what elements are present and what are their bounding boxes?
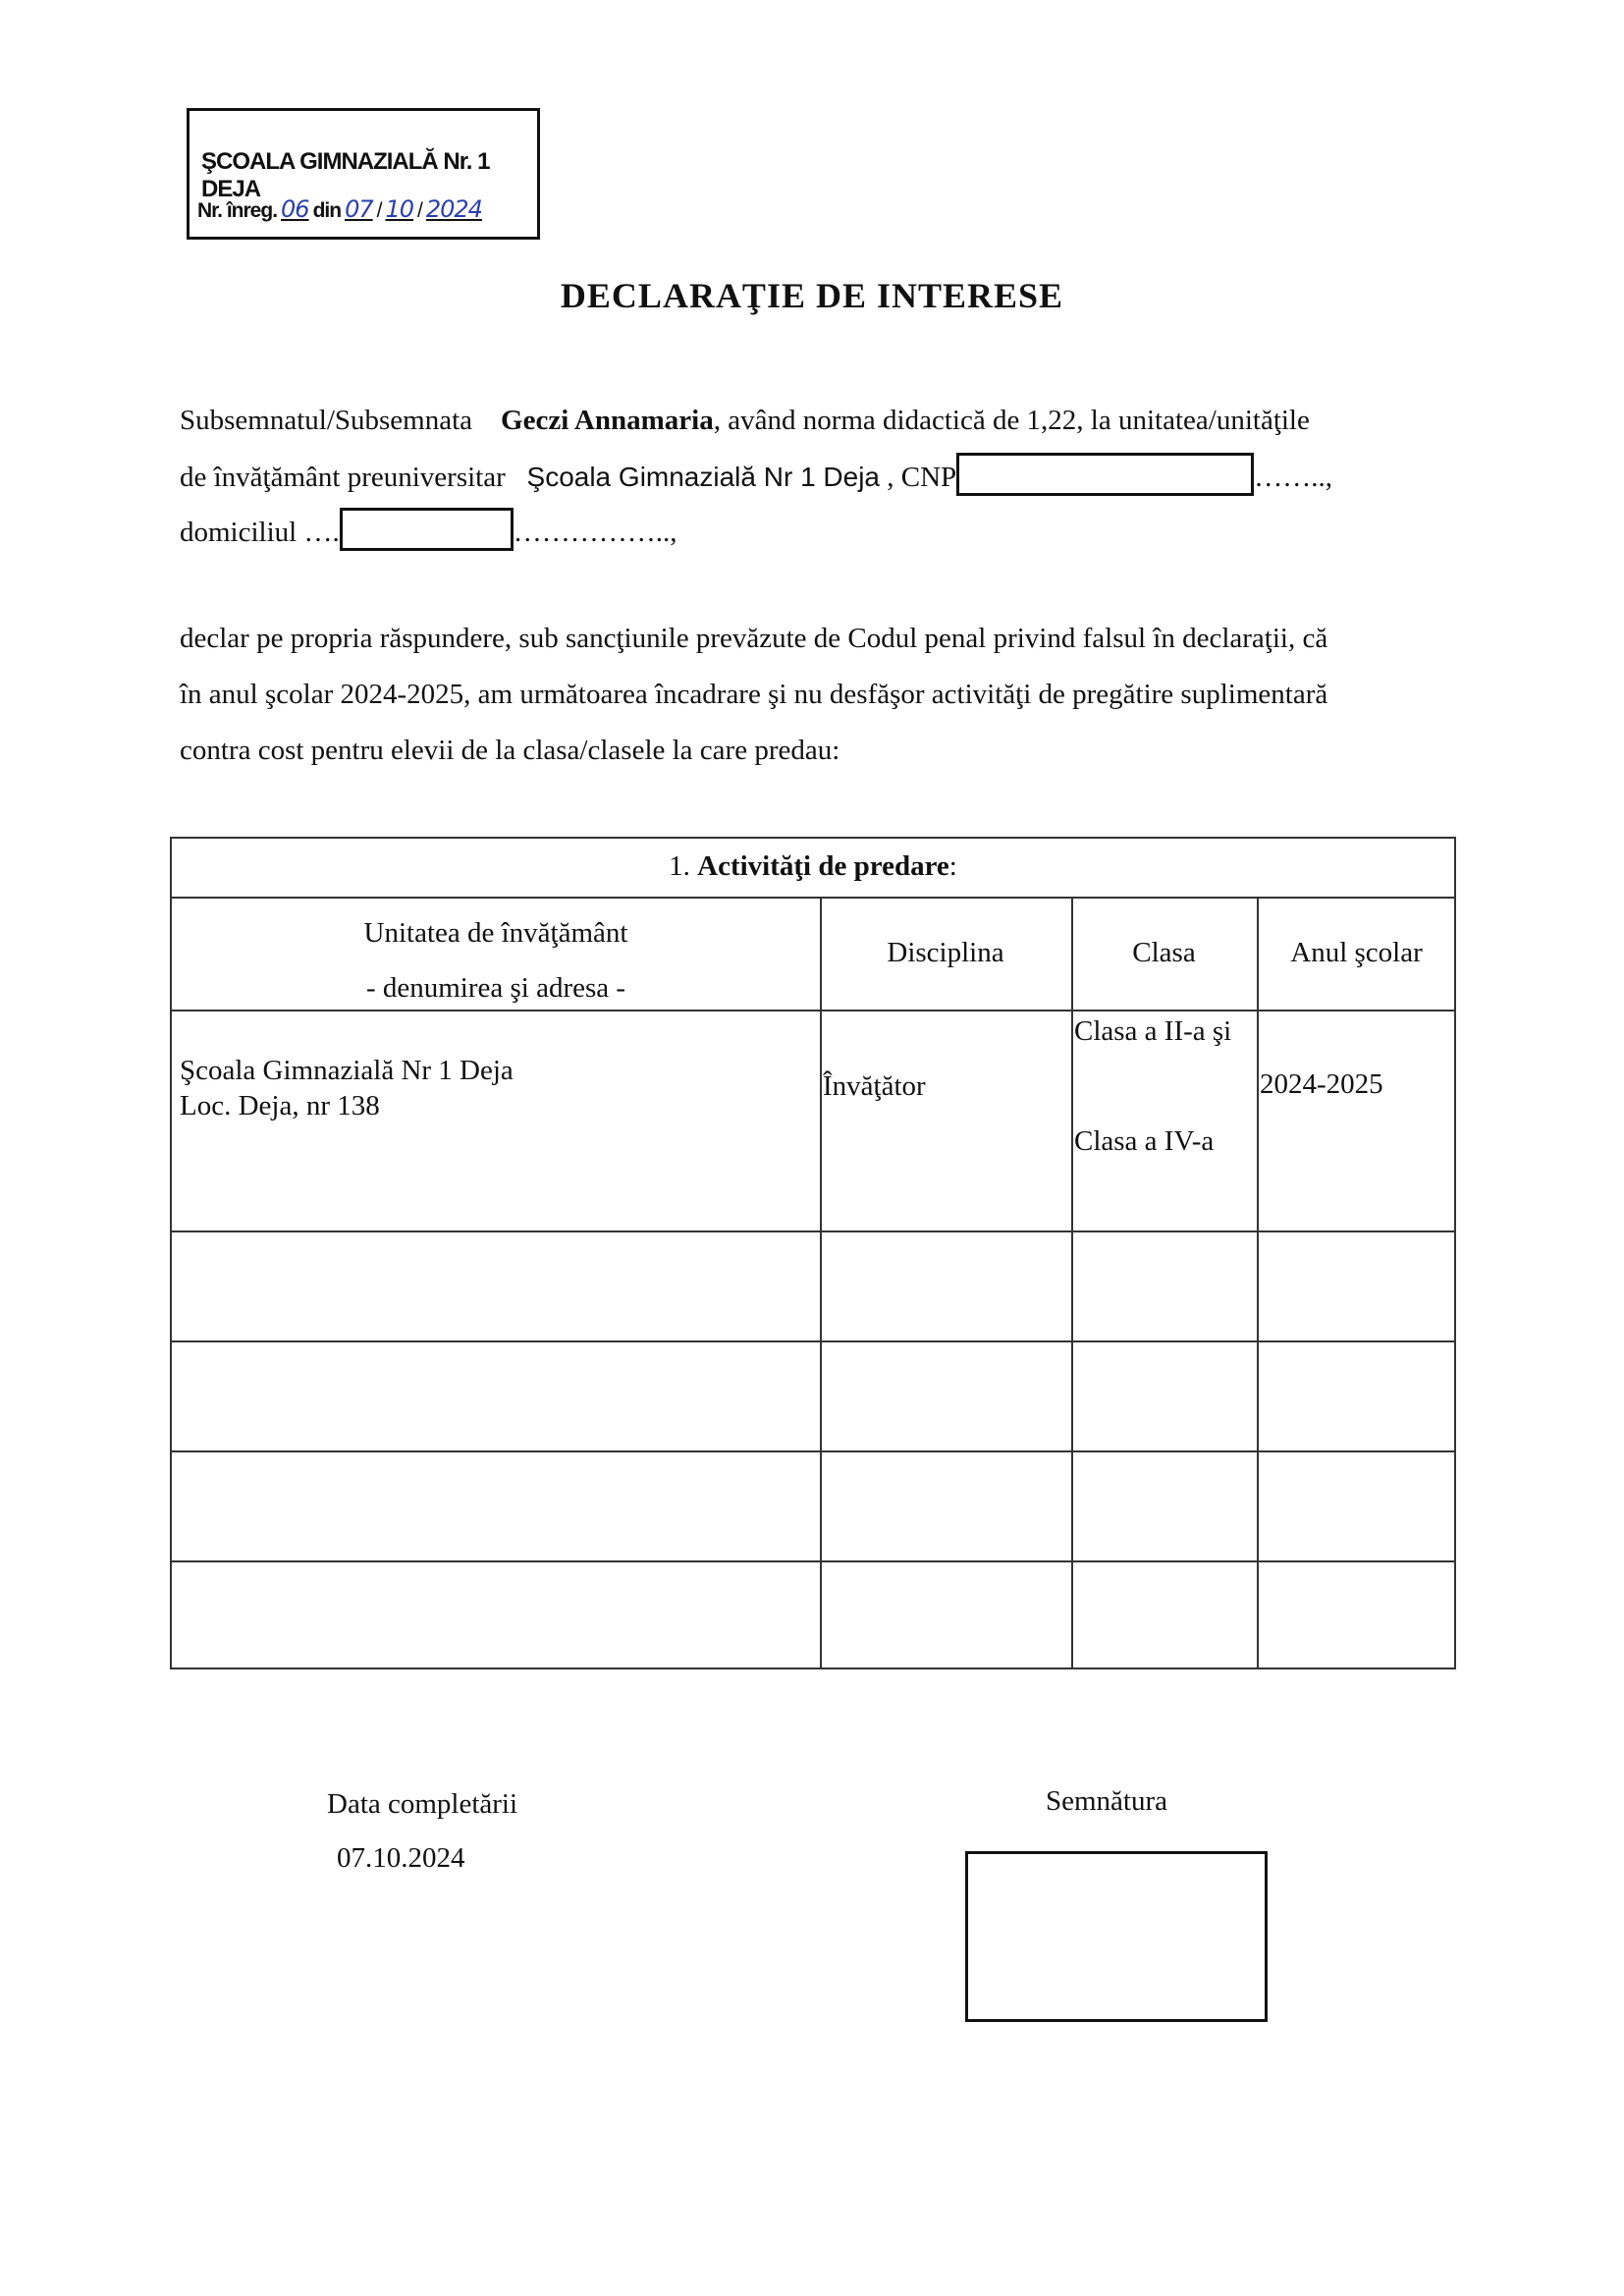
stamp-date-separator: /: [417, 199, 422, 222]
registration-stamp: [187, 108, 540, 240]
signature-label: Semnătura: [1046, 1785, 1168, 1817]
row-year: 2024-2025: [1260, 1068, 1383, 1100]
intro-line-2: [180, 450, 1332, 505]
declaration-line-2: în anul şcolar 2024-2025, am următoarea încadrare şi nu desfăşor activităţi de pregătire suplimentară: [180, 679, 1328, 710]
intro-line1-rest: , având norma didactică de 1,22, la unitatea/unităţile: [713, 405, 1310, 436]
stamp-date-separator: /: [376, 199, 382, 222]
stamp-registration-line: [197, 195, 486, 223]
header-class: Clasa: [1132, 937, 1196, 968]
stamp-date-year: 2024: [425, 195, 482, 223]
declaration-line-3: contra cost pentru elevii de la clasa/clasele la care predau:: [180, 735, 840, 766]
section-number: 1.: [669, 850, 690, 882]
domicile-dots: ……………..,: [513, 517, 677, 548]
declarant-name: Geczi Annamaria: [501, 405, 714, 436]
row-unit-address: Loc. Deja, nr 138: [180, 1090, 380, 1121]
table-rule: [172, 1230, 1454, 1232]
stamp-date-day: 07: [345, 195, 373, 223]
section-colon: :: [948, 850, 957, 882]
row-class-line2: Clasa a IV-a: [1074, 1125, 1215, 1157]
stamp-reg-label: Nr. înreg.: [197, 199, 278, 222]
table-column-rule: [1071, 897, 1073, 1667]
intro-school: Şcoala Gimnazială Nr 1 Deja: [526, 462, 881, 492]
row-unit-name: Şcoala Gimnazială Nr 1 Deja: [180, 1055, 514, 1086]
cnp-redaction-box: [956, 453, 1254, 496]
teaching-activities-table: [170, 837, 1456, 1669]
completion-date-label: Data completării: [327, 1788, 518, 1820]
table-rule: [172, 1560, 1454, 1562]
intro-prefix: Subsemnatul/Subsemnata: [180, 405, 473, 436]
row-discipline: Învăţător: [823, 1070, 926, 1102]
intro-line-3: [180, 505, 677, 560]
domicile-label: domiciliul ….: [180, 517, 340, 548]
table-column-rule: [1257, 897, 1259, 1667]
table-rule: [172, 1450, 1454, 1452]
stamp-date-month: 10: [385, 195, 414, 223]
declaration-line-1: declar pe propria răspundere, sub sancţiunile prevăzute de Codul penal privind falsul în declaraţii, că: [180, 623, 1328, 654]
section-title: Activităţi de predare: [697, 850, 949, 882]
intro-line2-prefix: de învăţământ preuniversitar: [180, 462, 506, 493]
stamp-school-name: ŞCOALA GIMNAZIALĂ Nr. 1 DEJA: [201, 148, 490, 202]
header-unit-line2: - denumirea şi adresa -: [365, 972, 626, 1004]
header-discipline: Disciplina: [887, 937, 1004, 968]
header-unit: [172, 905, 820, 1015]
header-year: Anul şcolar: [1290, 937, 1423, 968]
completion-date-value: 07.10.2024: [337, 1842, 465, 1874]
intro-line-1: [180, 393, 1310, 448]
table-section-title: [172, 848, 1454, 884]
signature-redaction-box: [965, 1851, 1268, 2022]
document-title: DECLARAŢIE DE INTERESE: [560, 276, 1064, 315]
table-rule: [172, 897, 1454, 899]
stamp-reg-number: 06: [281, 195, 309, 223]
stamp-date-label: din: [312, 199, 342, 222]
header-unit-line1: Unitatea de învăţământ: [363, 917, 628, 949]
cnp-label: , CNP: [887, 462, 957, 493]
table-column-rule: [820, 897, 822, 1667]
row-class-line1: Clasa a II-a şi: [1074, 1015, 1232, 1047]
cnp-dots: ……..,: [1254, 462, 1332, 493]
row-unit: [180, 1053, 808, 1123]
domicile-redaction-box: [340, 508, 514, 551]
table-rule: [172, 1340, 1454, 1342]
